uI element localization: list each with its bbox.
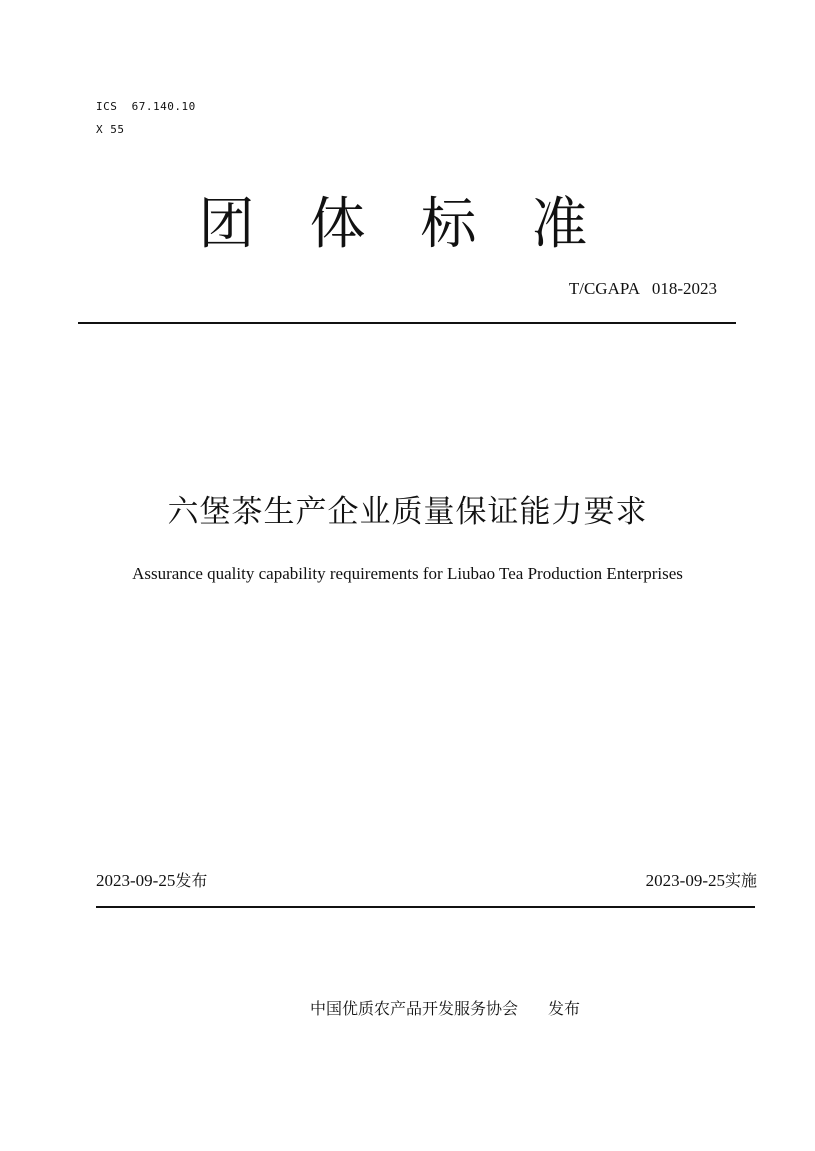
document-type-heading: 团体标准 <box>198 192 643 257</box>
title-chinese: 六堡茶生产企业质量保证能力要求 <box>167 494 648 530</box>
ics-classification: ICS 67.140.10 <box>96 100 196 113</box>
title-english: Assurance quality capability requirements for Liubao Tea Production Enterprises <box>132 564 683 583</box>
top-divider <box>78 322 736 324</box>
issue-date <box>96 870 207 892</box>
implementation-date-value: 2023-09-25 <box>645 871 725 890</box>
bottom-divider <box>96 906 755 908</box>
publisher <box>310 998 580 1020</box>
issue-date-value: 2023-09-25 <box>96 871 176 890</box>
publisher-name: 中国优质农产品开发服务协会 <box>310 999 519 1018</box>
implementation-date-label: 实施 <box>724 871 757 890</box>
issue-date-label: 发布 <box>175 871 208 890</box>
publisher-action: 发布 <box>548 999 581 1018</box>
ccs-classification: X 55 <box>96 123 125 136</box>
implementation-date <box>646 870 757 892</box>
standard-number: T/CGAPA 018-2023 <box>568 279 717 298</box>
